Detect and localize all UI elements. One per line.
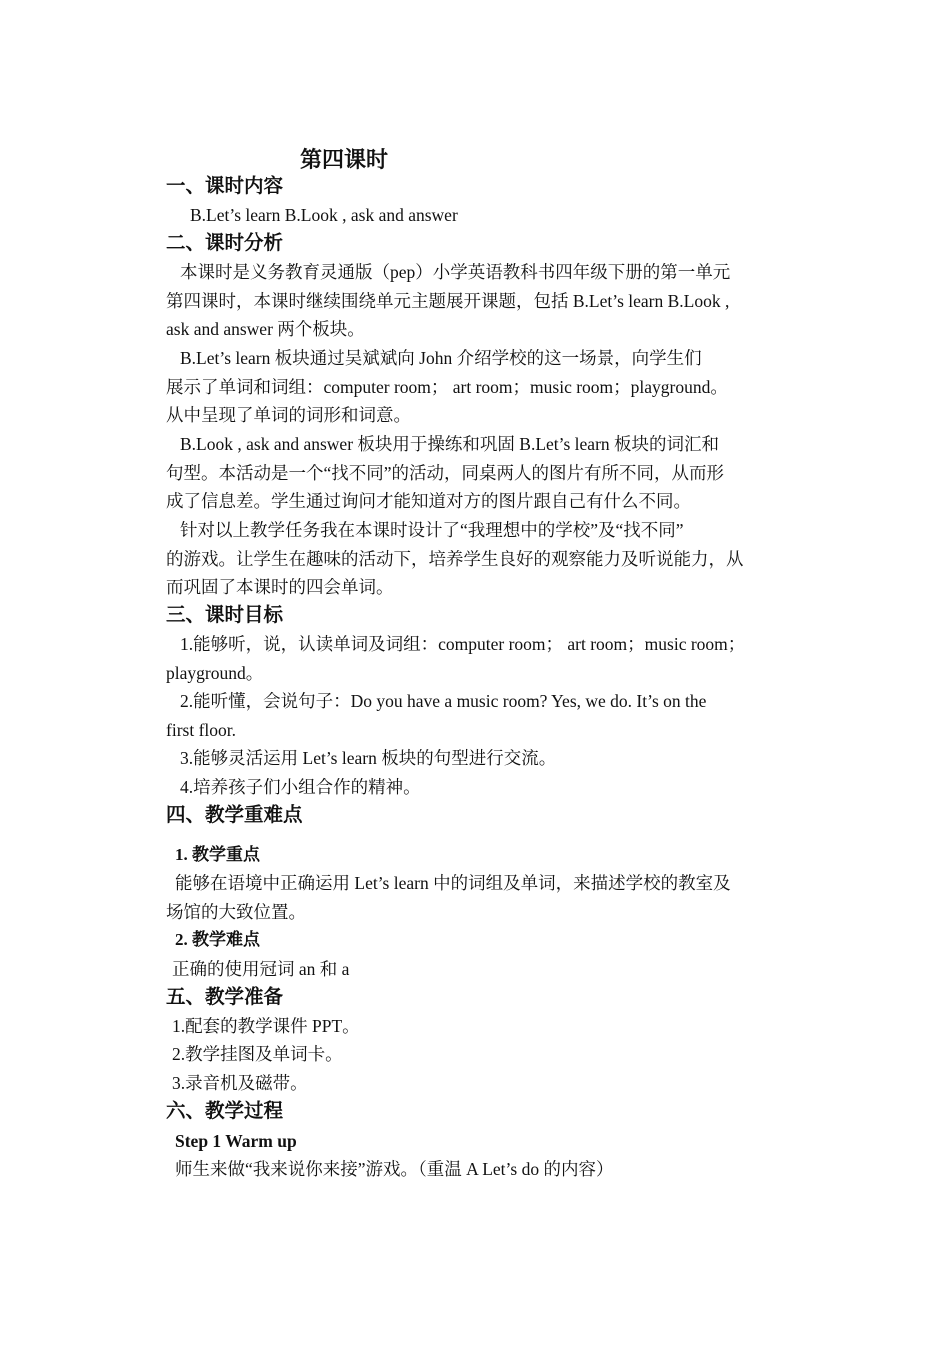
section-6-heading: 六、教学过程 bbox=[166, 1101, 284, 1122]
section-3-line: 3.能够灵活运用 Let’s learn 板块的句型进行交流。 bbox=[180, 748, 557, 768]
section-2-line: 针对以上教学任务我在本课时设计了“我理想中的学校”及“找不同” bbox=[180, 520, 684, 540]
section-5-line: 1.配套的教学课件 PPT。 bbox=[172, 1016, 360, 1036]
section-2-line: 第四课时，本课时继续围绕单元主题展开课题，包括 B.Let’s learn B.Look , bbox=[166, 291, 730, 311]
section-4-line: 场馆的大致位置。 bbox=[166, 902, 306, 922]
section-2-line: 的游戏。让学生在趣味的活动下，培养学生良好的观察能力及听说能力，从 bbox=[166, 549, 744, 569]
section-3-line: 1.能够听，说，认读单词及词组：computer room； art room；music room； bbox=[180, 634, 746, 654]
section-2-line: 本课时是义务教育灵通版（pep）小学英语教科书四年级下册的第一单元 bbox=[180, 262, 731, 282]
section-4-subheading: 1. 教学重点 bbox=[175, 845, 260, 864]
step-1-heading: Step 1 Warm up bbox=[175, 1131, 297, 1151]
section-1-heading: 一、课时内容 bbox=[166, 176, 284, 197]
section-4-line: 能够在语境中正确运用 Let’s learn 中的词组及单词，来描述学校的教室及 bbox=[175, 873, 731, 893]
section-2-line: 而巩固了本课时的四会单词。 bbox=[166, 577, 394, 597]
section-6-line: 师生来做“我来说你来接”游戏。（重温 A Let’s do 的内容） bbox=[175, 1159, 614, 1179]
section-2-line: 从中呈现了单词的词形和词意。 bbox=[166, 405, 411, 425]
section-5-heading: 五、教学准备 bbox=[166, 987, 284, 1008]
section-2-line: 句型。本活动是一个“找不同”的活动，同桌两人的图片有所不同，从而形 bbox=[166, 463, 725, 483]
section-4-subheading: 2. 教学难点 bbox=[175, 930, 260, 949]
section-3-line: 4.培养孩子们小组合作的精神。 bbox=[180, 777, 421, 797]
page-title: 第四课时 bbox=[300, 147, 389, 172]
section-1-line: B.Let’s learn B.Look , ask and answer bbox=[190, 205, 458, 225]
section-3-line: playground。 bbox=[166, 663, 264, 683]
section-3-heading: 三、课时目标 bbox=[166, 605, 284, 626]
section-2-line: 成了信息差。学生通过询问才能知道对方的图片跟自己有什么不同。 bbox=[166, 491, 691, 511]
section-2-line: B.Let’s learn 板块通过吴斌斌向 John 介绍学校的这一场景，向学生们 bbox=[180, 348, 702, 368]
section-3-line: first floor. bbox=[166, 720, 236, 740]
section-4-line: 正确的使用冠词 an 和 a bbox=[172, 959, 350, 979]
section-2-line: ask and answer 两个板块。 bbox=[166, 319, 365, 339]
section-4-heading: 四、教学重难点 bbox=[166, 805, 303, 826]
section-3-line: 2.能听懂，会说句子：Do you have a music room? Yes, we do. It’s on the bbox=[180, 691, 707, 711]
section-5-line: 2.教学挂图及单词卡。 bbox=[172, 1044, 343, 1064]
section-5-line: 3.录音机及磁带。 bbox=[172, 1073, 308, 1093]
section-2-line: 展示了单词和词组：computer room； art room；music room；playground。 bbox=[166, 377, 728, 397]
section-2-heading: 二、课时分析 bbox=[166, 233, 284, 254]
section-2-line: B.Look , ask and answer 板块用于操练和巩固 B.Let’s learn 板块的词汇和 bbox=[180, 434, 720, 454]
